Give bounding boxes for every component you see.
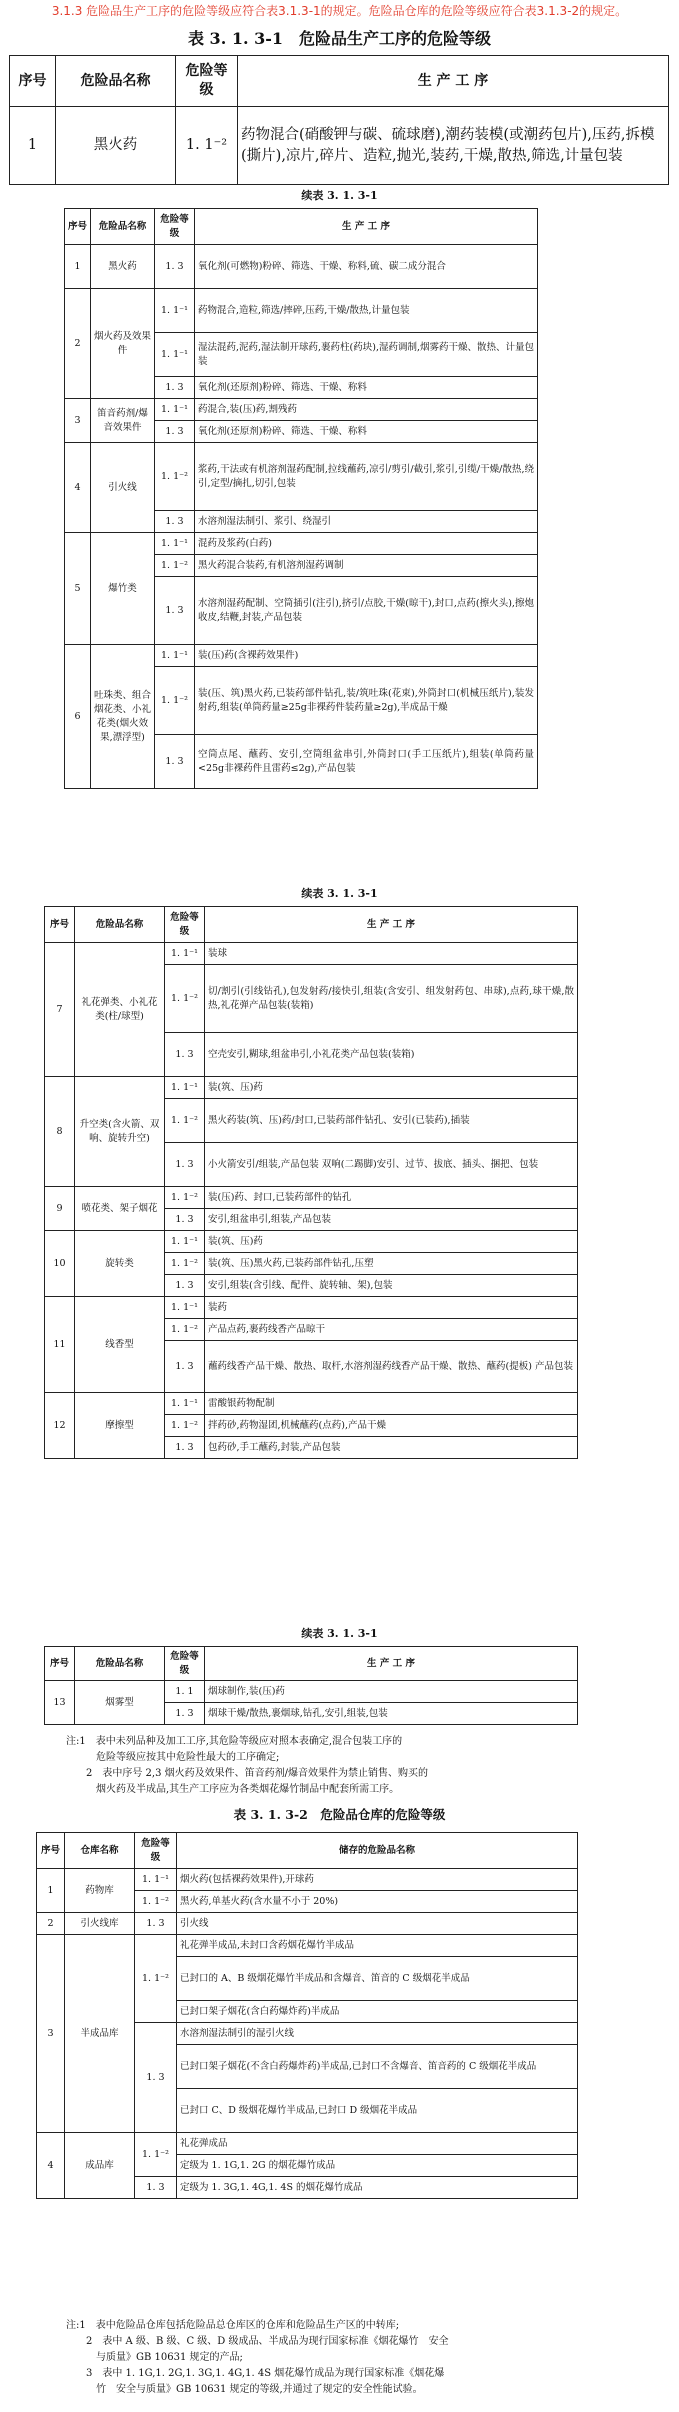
note-line: 危险等级应按其中危险性最大的工序确定; — [66, 1752, 280, 1763]
note-line: 3 表中 1. 1G,1. 2G,1. 3G,1. 4G,1. 4S 烟花爆竹成品为现行国家标准《烟花爆 — [66, 2368, 445, 2379]
cell-process: 空筒点尾、蘸药、安引,空筒组盆串引,外筒封口(手工压纸片),组装(单筒药量<25g非裸药件且雷药≤2g),产品包装 — [195, 735, 538, 789]
cell-process: 装球 — [205, 943, 578, 965]
cell-level: 1. 3 — [155, 511, 195, 533]
cell-level: 1. 1⁻¹ — [135, 1869, 177, 1891]
header-no: 序号 — [45, 907, 75, 943]
note-line: 注:1 表中未列品种及加工工序,其危险等级应对照本表确定,混合包装工序的 — [66, 1736, 403, 1747]
cell-level: 1. 1⁻² — [165, 1415, 205, 1437]
cell-level: 1. 1⁻² — [165, 1099, 205, 1143]
cell-process: 装(筑、压)药 — [205, 1231, 578, 1253]
cell-process: 黑火药混合装药,有机溶剂湿药调制 — [195, 555, 538, 577]
cell-level: 1. 1⁻² — [155, 443, 195, 511]
table-continued-title-2: 续表 3. 1. 3-1 — [301, 887, 378, 900]
cell-no: 13 — [45, 1681, 75, 1725]
cell-name: 成品库 — [65, 2133, 135, 2199]
cell-stored: 已封口架子烟花(含白药爆炸药)半成品 — [177, 2001, 578, 2023]
cell-process: 氧化剂(可燃物)粉碎、筛选、干燥、称料,硫、碳二成分混合 — [195, 245, 538, 289]
table-row — [45, 943, 578, 965]
cell-level: 1. 1 — [165, 1681, 205, 1703]
table-row — [65, 645, 538, 667]
cell-process: 氧化剂(还原剂)粉碎、筛选、干燥、称料 — [195, 377, 538, 399]
header-item: 危险品名称 — [75, 1647, 165, 1681]
table-row — [65, 245, 538, 289]
cell-level: 1. 1⁻¹ — [165, 1393, 205, 1415]
cell-process: 装(压)药(含裸药效果件) — [195, 645, 538, 667]
cell-no: 12 — [45, 1393, 75, 1459]
cell-stored: 礼花弹半成品,未封口含药烟花爆竹半成品 — [177, 1935, 578, 1957]
cell-process: 产品点药,裹药线香产品晾干 — [205, 1319, 578, 1341]
cell-no: 10 — [45, 1231, 75, 1297]
table-3-1-3-2-title: 表 3. 1. 3-2 危险品仓库的危险等级 — [233, 1807, 446, 1822]
cell-process: 装(压、筑)黑火药,已装药部件钻孔,装/筑吐珠(花束),外筒封口(机械压纸片),装发射药,组装(单筒药量≥25g非裸药件装药量≥2g),半成品干燥 — [195, 667, 538, 735]
header-no: 序号 — [65, 209, 91, 245]
cell-process: 切/割引(引线钻孔),包发射药/接快引,组装(含安引、组发射药包、串球),点药,球干燥,散热,礼花弹产品包装(装箱) — [205, 965, 578, 1033]
cell-level: 1. 3 — [165, 1275, 205, 1297]
header-no: 序号 — [10, 56, 56, 107]
cell-level: 1. 3 — [135, 1913, 177, 1935]
cell-level: 1. 1⁻¹ — [155, 399, 195, 421]
cell-level: 1. 1⁻¹ — [165, 943, 205, 965]
table-row — [45, 1077, 578, 1099]
cell-level: 1. 1⁻² — [155, 667, 195, 735]
table-row — [37, 2133, 578, 2155]
cell-process: 浆药,干法或有机溶剂湿药配制,拉线蘸药,凉引/剪引/截引,浆引,引缆/干燥/散热,绕引,定型/摘扎,切引,包装 — [195, 443, 538, 511]
cell-level: 1. 3 — [165, 1703, 205, 1725]
header-level: 危险等级 — [135, 1833, 177, 1869]
cell-stored: 黑火药,单基火药(含水量不小于 20%) — [177, 1891, 578, 1913]
cell-process: 药物混合,造粒,筛选/摔碎,压药,干燥/散热,计量包装 — [195, 289, 538, 333]
cell-item: 烟雾型 — [75, 1681, 165, 1725]
cell-process: 湿法混药,泥药,湿法制开球药,裹药柱(药块),湿药调制,烟雾药干燥、散热、计量包装 — [195, 333, 538, 377]
cell-level: 1. 3 — [155, 377, 195, 399]
table-3-1-3-2 — [36, 1832, 578, 2199]
cell-stored: 烟火药(包括裸药效果件),开球药 — [177, 1869, 578, 1891]
cell-no: 1 — [37, 1869, 65, 1913]
cell-level: 1. 3 — [135, 2177, 177, 2199]
cell-name: 半成品库 — [65, 1935, 135, 2133]
cell-no: 5 — [65, 533, 91, 645]
note-line: 2 表中 A 级、B 级、C 级、D 级成品、半成品为现行国家标准《烟花爆竹 安全 — [66, 2336, 449, 2347]
cell-process: 安引,组装(含引线、配件、旋转轴、架),包装 — [205, 1275, 578, 1297]
header-item: 危险品名称 — [91, 209, 155, 245]
cell-item: 引火线 — [91, 443, 155, 533]
header-level: 危险等级 — [165, 907, 205, 943]
cell-level: 1. 3 — [165, 1143, 205, 1187]
cell-level: 1. 1⁻² — [135, 1891, 177, 1913]
cell-level: 1. 1⁻² — [165, 1253, 205, 1275]
cell-level: 1. 1⁻² — [155, 555, 195, 577]
cell-process: 拌药砂,药物湿团,机械蘸药(点药),产品干燥 — [205, 1415, 578, 1437]
cell-level: 1. 3 — [135, 2023, 177, 2133]
cell-level: 1. 3 — [155, 735, 195, 789]
header-process: 生 产 工 序 — [205, 907, 578, 943]
cell-process: 安引,组盆串引,组装,产品包装 — [205, 1209, 578, 1231]
cell-name: 药物库 — [65, 1869, 135, 1913]
cell-process: 装(筑、压)药 — [205, 1077, 578, 1099]
table-3-1-3-1 — [9, 55, 669, 185]
cell-level: 1. 1⁻¹ — [155, 289, 195, 333]
instruction-banner: 3.1.3 危险品生产工序的危险等级应符合表3.1.3-1的规定。危险品仓库的危险等级应符合表3.1.3-2的规定。 — [51, 4, 628, 18]
cell-stored: 水溶剂湿法制引的湿引火线 — [177, 2023, 578, 2045]
cell-no: 7 — [45, 943, 75, 1077]
cell-name: 引火线库 — [65, 1913, 135, 1935]
table-row — [37, 1869, 578, 1891]
table-row — [37, 1935, 578, 1957]
table-row — [45, 1681, 578, 1703]
table-continued-1 — [64, 208, 538, 789]
cell-item: 笛音药剂/爆音效果件 — [91, 399, 155, 443]
cell-item: 爆竹类 — [91, 533, 155, 645]
cell-process: 小火箭安引/组装,产品包装 双响(二踢脚)安引、过节、拔底、插头、捆把、包装 — [205, 1143, 578, 1187]
cell-no: 1 — [65, 245, 91, 289]
cell-process: 蘸药线香产品干燥、散热、取杆,水溶剂湿药线香产品干燥、散热、蘸药(提板) 产品包装 — [205, 1341, 578, 1393]
table-row — [37, 1913, 578, 1935]
cell-stored: 定级为 1. 3G,1. 4G,1. 4S 的烟花爆竹成品 — [177, 2177, 578, 2199]
cell-stored: 已封口的 A、B 级烟花爆竹半成品和含爆音、笛音的 C 级烟花半成品 — [177, 1957, 578, 2001]
table-row — [65, 289, 538, 333]
cell-stored: 已封口架子烟花(不含白药爆炸药)半成品,已封口不含爆音、笛音药的 C 级烟花半成品 — [177, 2045, 578, 2089]
cell-level: 1. 1⁻¹ — [155, 645, 195, 667]
header-no: 序号 — [37, 1833, 65, 1869]
table-row — [45, 1393, 578, 1415]
table-row — [45, 1187, 578, 1209]
cell-process: 空壳安引,糊球,组盆串引,小礼花类产品包装(装箱) — [205, 1033, 578, 1077]
header-level: 危险等级 — [176, 56, 238, 107]
cell-item: 线香型 — [75, 1297, 165, 1393]
cell-item: 黑火药 — [91, 245, 155, 289]
cell-no: 2 — [37, 1913, 65, 1935]
cell-process: 装药 — [205, 1297, 578, 1319]
cell-process: 烟球干燥/散热,裹烟球,钻孔,安引,组装,包装 — [205, 1703, 578, 1725]
cell-process: 包药砂,手工蘸药,封装,产品包装 — [205, 1437, 578, 1459]
cell-level: 1. 1⁻² — [135, 1935, 177, 2023]
cell-process: 氧化剂(还原剂)粉碎、筛选、干燥、称料 — [195, 421, 538, 443]
cell-item: 黑火药 — [56, 107, 176, 185]
cell-no: 2 — [65, 289, 91, 399]
cell-level: 1. 3 — [165, 1341, 205, 1393]
cell-stored: 已封口 C、D 级烟花爆竹半成品,已封口 D 级烟花半成品 — [177, 2089, 578, 2133]
cell-process: 装(压)药、封口,已装药部件的钻孔 — [205, 1187, 578, 1209]
header-name: 仓库名称 — [65, 1833, 135, 1869]
cell-level: 1. 3 — [155, 577, 195, 645]
note-line: 2 表中序号 2,3 烟火药及效果件、笛音药剂/爆音效果件为禁止销售、购买的 — [66, 1768, 428, 1779]
cell-stored: 礼花弹成品 — [177, 2133, 578, 2155]
cell-no: 9 — [45, 1187, 75, 1231]
header-no: 序号 — [45, 1647, 75, 1681]
cell-item: 喷花类、架子烟花 — [75, 1187, 165, 1231]
cell-process: 药混合,装(压)药,割残药 — [195, 399, 538, 421]
cell-item: 礼花弹类、小礼花类(柱/球型) — [75, 943, 165, 1077]
cell-no: 3 — [37, 1935, 65, 2133]
header-process: 生 产 工 序 — [238, 56, 669, 107]
cell-no: 4 — [65, 443, 91, 533]
notes-table-3-1-3-2 — [66, 2318, 449, 2398]
cell-level: 1. 1⁻² — [165, 1187, 205, 1209]
note-line: 竹 安全与质量》GB 10631 规定的等级,并通过了规定的安全性能试验。 — [66, 2384, 423, 2395]
note-line: 烟火药及半成品,其生产工序应为各类烟花爆竹制品中配套所需工序。 — [66, 1784, 400, 1795]
cell-level: 1. 1⁻² — [135, 2133, 177, 2177]
cell-no: 8 — [45, 1077, 75, 1187]
cell-process: 雷酸银药物配制 — [205, 1393, 578, 1415]
cell-no: 6 — [65, 645, 91, 789]
header-process: 生 产 工 序 — [205, 1647, 578, 1681]
cell-process: 水溶剂湿药配制、空筒插引(注引),挤引/点胶,干燥(晾干),封口,点药(擦火头),擦炮收皮,结鞭,封装,产品包装 — [195, 577, 538, 645]
cell-level: 1. 1⁻² — [165, 1319, 205, 1341]
table-row — [65, 399, 538, 421]
cell-level: 1. 3 — [155, 421, 195, 443]
cell-level: 1. 1⁻¹ — [165, 1297, 205, 1319]
cell-level: 1. 1⁻² — [165, 965, 205, 1033]
cell-process: 烟球制作,装(压)药 — [205, 1681, 578, 1703]
cell-item: 旋转类 — [75, 1231, 165, 1297]
note-line: 与质量》GB 10631 规定的产品; — [66, 2352, 243, 2363]
cell-level: 1. 3 — [165, 1209, 205, 1231]
cell-item: 升空类(含火箭、双响、旋转升空) — [75, 1077, 165, 1187]
notes-table-3-1-3-1 — [66, 1734, 428, 1798]
cell-item: 烟火药及效果件 — [91, 289, 155, 399]
cell-stored: 引火线 — [177, 1913, 578, 1935]
table-continued-title-1: 续表 3. 1. 3-1 — [301, 189, 378, 202]
cell-no: 4 — [37, 2133, 65, 2199]
header-item: 危险品名称 — [56, 56, 176, 107]
cell-level: 1. 1⁻¹ — [165, 1231, 205, 1253]
table-row — [65, 533, 538, 555]
table-continued-3 — [44, 1646, 578, 1725]
header-process: 生 产 工 序 — [195, 209, 538, 245]
header-stored: 储存的危险品名称 — [177, 1833, 578, 1869]
cell-stored: 定级为 1. 1G,1. 2G 的烟花爆竹成品 — [177, 2155, 578, 2177]
cell-level: 1. 3 — [155, 245, 195, 289]
table-3-1-3-1-title: 表 3. 1. 3-1 危险品生产工序的危险等级 — [187, 29, 492, 48]
cell-level: 1. 3 — [165, 1437, 205, 1459]
cell-process: 混药及浆药(白药) — [195, 533, 538, 555]
cell-process: 水溶剂湿法制引、浆引、绕湿引 — [195, 511, 538, 533]
cell-process: 药物混合(硝酸钾与碳、硫球磨),潮药装模(或潮药包片),压药,拆模(撕片),凉片,碎片、造粒,抛光,装药,干燥,散热,筛选,计量包装 — [238, 107, 669, 185]
cell-no: 11 — [45, 1297, 75, 1393]
cell-no: 1 — [10, 107, 56, 185]
table-row — [45, 1297, 578, 1319]
cell-level: 1. 3 — [165, 1033, 205, 1077]
table-row — [65, 443, 538, 511]
cell-process: 黑火药装(筑、压)药/封口,已装药部件钻孔、安引(已装药),插装 — [205, 1099, 578, 1143]
header-level: 危险等级 — [155, 209, 195, 245]
cell-level: 1. 1⁻¹ — [155, 333, 195, 377]
cell-item: 吐珠类、组合烟花类、小礼花类(烟火效果,漂浮型) — [91, 645, 155, 789]
table-row — [10, 107, 669, 185]
cell-level: 1. 1⁻¹ — [165, 1077, 205, 1099]
cell-level: 1. 1⁻¹ — [155, 533, 195, 555]
note-line: 注:1 表中危险品仓库包括危险品总仓库区的仓库和危险品生产区的中转库; — [66, 2320, 400, 2331]
cell-process: 装(筑、压)黑火药,已装药部件钻孔,压塑 — [205, 1253, 578, 1275]
cell-level: 1. 1⁻² — [176, 107, 238, 185]
header-level: 危险等级 — [165, 1647, 205, 1681]
header-item: 危险品名称 — [75, 907, 165, 943]
cell-no: 3 — [65, 399, 91, 443]
table-row — [45, 1231, 578, 1253]
table-continued-2 — [44, 906, 578, 1459]
table-continued-title-3: 续表 3. 1. 3-1 — [301, 1627, 378, 1640]
cell-item: 摩擦型 — [75, 1393, 165, 1459]
